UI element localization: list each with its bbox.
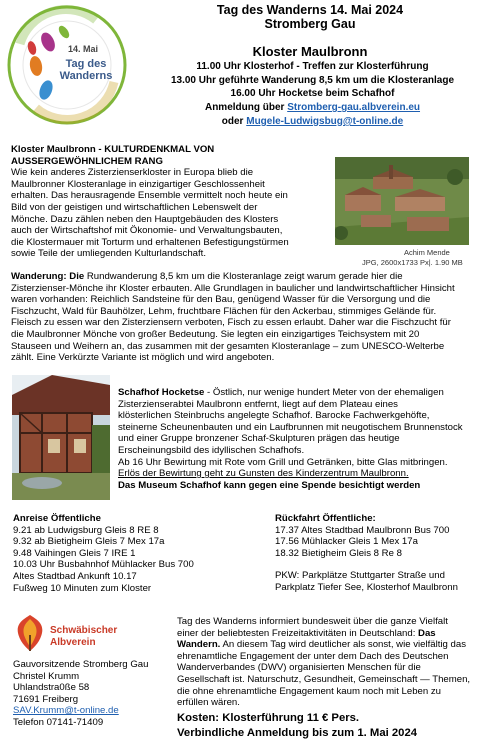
- org-phone: Telefon 07141-71409: [13, 716, 104, 728]
- kloster-line: erhalten. Das herausragende Ensemble vermittelt noch heute ein: [11, 190, 288, 202]
- schafhof-line: Ab 16 Uhr Bewirtung mit Rote vom Grill und Getränken, bitte Glas mitbringen.: [118, 456, 448, 468]
- wanderung-label: Wanderung: Die: [11, 271, 85, 282]
- rueckfahrt-line: 17.37 Altes Stadtbad Maulbronn Bus 700: [275, 524, 450, 536]
- info-line-with-bold: [177, 639, 489, 651]
- wanderung-line: die Maulbronner Mönche von großer Bedeutung. Sie legten ein einzigartiges Teichsystem mit 20: [11, 328, 420, 340]
- wanderung-line: Zisterzienser-Mönche ihr Kloster erbauten. Alle Grundlagen in baulicher und landwirtschaftlicher Hinsicht: [11, 282, 455, 294]
- info-line: erfüllen wären.: [177, 697, 240, 709]
- schafhof-line: Erscheinungsbild des idyllischen Schafhofs.: [118, 444, 305, 456]
- anreise-line: 9.21 ab Ludwigsburg Gleis 8 RE 8: [13, 524, 159, 536]
- header-subtitle: Stromberg Gau: [264, 17, 356, 31]
- info-line: Gesellschaft ist. Naturschutz, Gesundheit, Gemeinschaft — Themen,: [177, 673, 471, 685]
- rueckfahrt-title: Rückfahrt Öffentliche:: [275, 513, 376, 524]
- rueckfahrt-line: 17.56 Mühlacker Gleis 1 Mex 17a: [275, 536, 418, 548]
- deadline-line: Verbindliche Anmeldung bis zum 1. Mai 2024: [177, 727, 418, 739]
- albverein-logo-text-1: Schwäbischer: [50, 625, 118, 636]
- kloster-line: auch der Wirtschaftshof mit Ökonomie- und Verwaltungsbauten,: [11, 225, 283, 237]
- schafhof-line: Zisterzienserabtei Maulbronn entfernt, liegt auf dem Plateau eines: [118, 398, 398, 410]
- rueckfahrt-block: [275, 513, 490, 559]
- kloster-heading: AUSSERGEWÖHNLICHEM RANG: [11, 155, 163, 167]
- anreise-line: 9.48 Vaihingen Gleis 7 IRE 1: [13, 547, 136, 559]
- kloster-text: [11, 144, 333, 260]
- info-bold-word: Das: [418, 627, 436, 639]
- schafhof-line: - Östlich, nur wenige hundert Meter von der ehemaligen: [204, 387, 444, 398]
- kloster-heading: Kloster Maulbronn - KULTURDENKMAL VON: [11, 144, 215, 155]
- wanderung-line: Fleisch zu essen war den Zisterziensern verboten, Fisch zu essen erlaubt. Daher war die Fischzucht für: [11, 317, 451, 329]
- schedule-line: 13.00 Uhr geführte Wanderung 8,5 km um die Klosteranlage: [170, 74, 455, 86]
- info-line: An diesem Tag wird deutlicher als sonst, wie vielfältig das: [220, 639, 467, 651]
- logo-title-1: Tag des: [65, 58, 107, 70]
- wanderung-line: Rundwanderung 8,5 km um die Klosteranlage zeigt warum gerade hier die: [84, 271, 403, 282]
- anreise-line: 9.32 ab Bietigheim Gleis 7 Mex 17a: [13, 536, 165, 548]
- signup-link[interactable]: Stromberg-gau.albverein.eu: [287, 102, 421, 114]
- albverein-leaf-icon: [14, 613, 46, 653]
- schedule-line: 11.00 Uhr Klosterhof - Treffen zur Klosterführung: [196, 61, 429, 72]
- email-line: [140, 115, 485, 129]
- kloster-line: Wie kein anderes Zisterzienserkloster in Europa blieb die: [11, 167, 254, 179]
- albverein-logo: [14, 613, 134, 655]
- wanderung-first-line: [11, 271, 491, 283]
- org-person: Christel Krumm: [13, 670, 80, 682]
- wanderung-text: [11, 271, 491, 364]
- schedule-line: 16.00 Uhr Hocketse beim Schafhof: [230, 88, 395, 100]
- photo-credit: Achim Mende: [404, 248, 450, 257]
- header-title: Tag des Wanderns 14. Mai 2024: [216, 3, 404, 17]
- info-line: ehrenamtliche Engagement der unter dem Dach des Deutschen: [177, 650, 449, 662]
- info-line: die ohne ehrenamtliche Engagement kaum noch mit Leben zu: [177, 685, 441, 697]
- pkw-line: PKW: Parkplätze Stuttgarter Straße und: [275, 570, 445, 581]
- pkw-block: [275, 570, 490, 593]
- kloster-line: Bild von der geistigen und wirtschaftlichen Lebenswelt der: [11, 201, 258, 213]
- org-name: Gauvorsitzende Stromberg Gau: [13, 659, 149, 670]
- schafhof-proceeds: Erlös der Bewirtung geht zu Gunsten des Kinderzentrum Maulbronn.: [118, 468, 409, 480]
- logo-date: 14. Mai: [68, 44, 99, 54]
- info-block: [177, 616, 489, 709]
- rueckfahrt-line: 18.32 Bietigheim Gleis 8 Re 8: [275, 547, 402, 559]
- schafhof-museum: Das Museum Schafhof kann gegen eine Spende besichtigt werden: [118, 479, 421, 491]
- wanderung-line: Stauseen und Weihern an, das zusammen mit der gesamten Klosteranlage – zum UNESCO-Welterbe: [11, 340, 445, 352]
- anreise-title: Anreise Öffentliche: [13, 513, 101, 524]
- org-city: 71691 Freiberg: [13, 693, 79, 705]
- schafhof-line: und einer Gruppe bronzener Schaf-Skulpturen prägen das heutige: [118, 433, 400, 445]
- kloster-line: sowie Teile der umliegenden Kulturlandschaft.: [11, 248, 207, 260]
- info-line: Wanderverbandes (DWV) organisierten Menschen für die: [177, 662, 421, 674]
- email-prefix: oder: [221, 115, 247, 127]
- info-line: Tag des Wanderns informiert bundesweit über die ganze Vielfalt: [177, 616, 448, 627]
- schafhof-line: steinerne Scheunenbauten und ein Laufbrunnen mit neugotischem Brunnenstock: [118, 421, 463, 433]
- wanderung-line: zählt. Eine Verkürzte Variante ist möglich und wird angeboten.: [11, 352, 275, 364]
- photo-meta: JPG, 2600x1733 Px|. 1.90 MB: [362, 258, 463, 267]
- schafhof-text: [118, 387, 488, 491]
- wanderung-line: Fischzucht, Wald für Bauhölzer, Lehm, fruchtbare Flächen für den Ackerbau, stimmiges Gelände für.: [11, 305, 437, 317]
- schafhof-label: Schafhof Hocketse: [118, 387, 205, 398]
- kloster-line: Maulbronner Klosteranlage in einzigartiger Geschlossenheit: [11, 178, 265, 190]
- schedule: [140, 60, 485, 129]
- kloster-line: Mönche. Dazu zählen neben den Hauptgebäuden des Klosters: [11, 213, 279, 225]
- info-bold-word: Wandern.: [177, 639, 221, 651]
- anreise-line: 10.03 Uhr Busbahnhof Mühlacker Bus 700: [13, 559, 194, 571]
- email-link[interactable]: Mugele-Ludwigsbug@t-online.de: [246, 115, 404, 127]
- schafhof-line: klösterlichen Steinbruchs angelegte Schafhof. Barocke Fachwerkgehöfte,: [118, 410, 430, 422]
- info-line-with-bold: [177, 628, 489, 640]
- org-street: Uhlandstra0ße 58: [13, 682, 90, 694]
- logo-title-2: Wanderns: [59, 70, 113, 82]
- albverein-logo-text-2: Albverein: [50, 637, 96, 648]
- pkw-line: Parkplatz Tiefer See, Klosterhof Maulbronn: [275, 581, 458, 593]
- anreise-block: [13, 513, 253, 594]
- org-email-link[interactable]: SAV.Krumm@t-online.de: [13, 705, 119, 717]
- header-place: Kloster Maulbronn: [252, 44, 368, 59]
- wanderung-line: waren vorhanden: Reichlich Sandsteine für den Bau, genügend Wasser für die Versorgung und die: [11, 294, 431, 306]
- org-address: [13, 659, 173, 729]
- signup-prefix: Anmeldung über: [204, 102, 288, 114]
- signup-line: [140, 101, 485, 115]
- kloster-line: die Klostermauer mit Torturm und erhaltenen Befestigungstürmen: [11, 236, 289, 248]
- cost-line: Kosten: Klosterführung 11 € Pers.: [177, 712, 360, 724]
- schafhof-photo: [12, 375, 110, 500]
- info-line: einer der beliebtesten Freizeitaktivitäten in Deutschland:: [177, 627, 419, 639]
- schafhof-first-line: [118, 387, 488, 399]
- kloster-photo: [335, 157, 469, 245]
- anreise-line: Altes Stadtbad Ankunft 10.17: [13, 570, 137, 582]
- anreise-line: Fußweg 10 Minuten zum Kloster: [13, 582, 152, 594]
- tag-des-wanderns-logo: [6, 4, 128, 126]
